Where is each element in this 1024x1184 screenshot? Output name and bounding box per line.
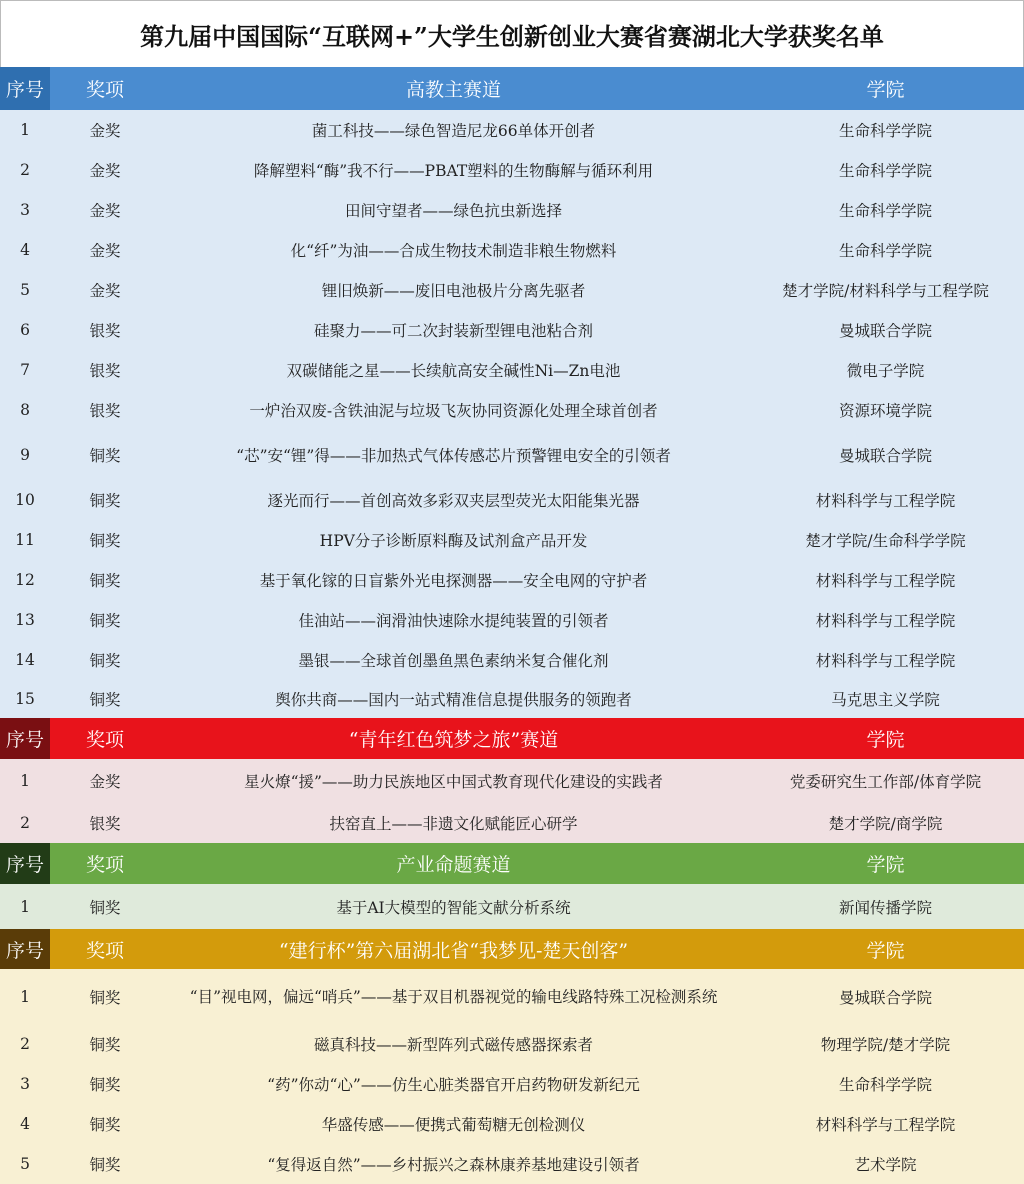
row-project: 华盛传感——便携式葡萄糖无创检测仪 <box>160 1104 747 1144</box>
row-index: 3 <box>0 190 50 230</box>
section-header-ccb-cup <box>0 929 1024 969</box>
row-college: 材料科学与工程学院 <box>747 1104 1024 1144</box>
row-award: 铜奖 <box>50 1024 160 1064</box>
row-college: 生命科学学院 <box>747 230 1024 270</box>
row-project: 磁真科技——新型阵列式磁传感器探索者 <box>160 1024 747 1064</box>
row-award: 铜奖 <box>50 640 160 680</box>
header-award: 奖项 <box>50 843 160 884</box>
row-college: 曼城联合学院 <box>747 430 1024 480</box>
row-project: 化“纤”为油——合成生物技术制造非粮生物燃料 <box>160 230 747 270</box>
header-college: 学院 <box>747 929 1024 969</box>
table-row <box>0 150 1024 190</box>
table-row <box>0 270 1024 310</box>
row-project: 基于氧化镓的日盲紫外光电探测器——安全电网的守护者 <box>160 560 747 600</box>
header-track: “青年红色筑梦之旅”赛道 <box>160 718 747 759</box>
row-college: 楚才学院/商学院 <box>747 802 1024 843</box>
row-project: “复得返自然”——乡村振兴之森林康养基地建设引领者 <box>160 1144 747 1184</box>
row-college: 材料科学与工程学院 <box>747 480 1024 520</box>
row-award: 铜奖 <box>50 680 160 718</box>
table-row <box>0 520 1024 560</box>
row-award: 金奖 <box>50 759 160 802</box>
row-award: 金奖 <box>50 230 160 270</box>
row-college: 艺术学院 <box>747 1144 1024 1184</box>
row-index: 14 <box>0 640 50 680</box>
row-college: 楚才学院/生命科学学院 <box>747 520 1024 560</box>
row-project: 田间守望者——绿色抗虫新选择 <box>160 190 747 230</box>
row-project: 墨银——全球首创墨鱼黑色素纳米复合催化剂 <box>160 640 747 680</box>
row-index: 12 <box>0 560 50 600</box>
row-award: 金奖 <box>50 150 160 190</box>
row-project: 舆你共商——国内一站式精准信息提供服务的领跑者 <box>160 680 747 718</box>
row-project: 星火燎“援”——助力民族地区中国式教育现代化建设的实践者 <box>160 759 747 802</box>
row-college: 党委研究生工作部/体育学院 <box>747 759 1024 802</box>
table-row <box>0 1024 1024 1064</box>
row-index: 2 <box>0 802 50 843</box>
header-college: 学院 <box>747 718 1024 759</box>
row-award: 铜奖 <box>50 480 160 520</box>
row-project: 逐光而行——首创高效多彩双夹层型荧光太阳能集光器 <box>160 480 747 520</box>
header-index: 序号 <box>0 67 50 110</box>
row-award: 银奖 <box>50 350 160 390</box>
header-index: 序号 <box>0 718 50 759</box>
table-row <box>0 480 1024 520</box>
section-header-red-track <box>0 718 1024 759</box>
section-header-industry-track <box>0 843 1024 884</box>
table-row <box>0 560 1024 600</box>
table-row <box>0 884 1024 929</box>
row-project: 双碳储能之星——长续航高安全碱性Ni—Zn电池 <box>160 350 747 390</box>
header-college: 学院 <box>747 843 1024 884</box>
row-index: 6 <box>0 310 50 350</box>
row-project: 佳油站——润滑油快速除水提纯装置的引领者 <box>160 600 747 640</box>
table-row <box>0 680 1024 718</box>
row-award: 金奖 <box>50 110 160 150</box>
table-row <box>0 310 1024 350</box>
table-row <box>0 390 1024 430</box>
row-index: 1 <box>0 110 50 150</box>
section-header-main-track <box>0 67 1024 110</box>
row-award: 铜奖 <box>50 560 160 600</box>
row-college: 生命科学学院 <box>747 1064 1024 1104</box>
row-project: “芯”安“锂”得——非加热式气体传感芯片预警锂电安全的引领者 <box>160 430 747 480</box>
table-row <box>0 350 1024 390</box>
row-college: 资源环境学院 <box>747 390 1024 430</box>
header-college: 学院 <box>747 67 1024 110</box>
row-index: 5 <box>0 1144 50 1184</box>
row-college: 生命科学学院 <box>747 150 1024 190</box>
table-row <box>0 1144 1024 1184</box>
row-college: 材料科学与工程学院 <box>747 640 1024 680</box>
row-project: 基于AI大模型的智能文献分析系统 <box>160 884 747 929</box>
header-award: 奖项 <box>50 718 160 759</box>
row-award: 银奖 <box>50 390 160 430</box>
row-award: 银奖 <box>50 310 160 350</box>
row-project: HPV分子诊断原料酶及试剂盒产品开发 <box>160 520 747 560</box>
table-row <box>0 640 1024 680</box>
row-index: 2 <box>0 150 50 190</box>
row-index: 5 <box>0 270 50 310</box>
row-award: 银奖 <box>50 802 160 843</box>
row-project: 菌工科技——绿色智造尼龙66单体开创者 <box>160 110 747 150</box>
row-college: 马克思主义学院 <box>747 680 1024 718</box>
row-college: 材料科学与工程学院 <box>747 600 1024 640</box>
row-index: 1 <box>0 969 50 1024</box>
row-award: 铜奖 <box>50 520 160 560</box>
header-award: 奖项 <box>50 929 160 969</box>
row-award: 铜奖 <box>50 1064 160 1104</box>
row-college: 物理学院/楚才学院 <box>747 1024 1024 1064</box>
table-row <box>0 110 1024 150</box>
row-project: “目”视电网，偏远“哨兵”——基于双目机器视觉的输电线路特殊工况检测系统 <box>160 969 747 1024</box>
row-college: 曼城联合学院 <box>747 310 1024 350</box>
row-index: 1 <box>0 884 50 929</box>
row-college: 楚才学院/材料科学与工程学院 <box>747 270 1024 310</box>
row-index: 2 <box>0 1024 50 1064</box>
award-table <box>0 67 1024 1184</box>
row-index: 7 <box>0 350 50 390</box>
row-project: 降解塑料“酶”我不行——PBAT塑料的生物酶解与循环利用 <box>160 150 747 190</box>
header-track: 高教主赛道 <box>160 67 747 110</box>
row-award: 铜奖 <box>50 430 160 480</box>
row-college: 生命科学学院 <box>747 110 1024 150</box>
row-award: 铜奖 <box>50 1144 160 1184</box>
table-row <box>0 430 1024 480</box>
row-index: 4 <box>0 230 50 270</box>
row-college: 微电子学院 <box>747 350 1024 390</box>
header-track: 产业命题赛道 <box>160 843 747 884</box>
row-index: 15 <box>0 680 50 718</box>
header-award: 奖项 <box>50 67 160 110</box>
row-college: 材料科学与工程学院 <box>747 560 1024 600</box>
table-row <box>0 969 1024 1024</box>
row-award: 铜奖 <box>50 884 160 929</box>
row-college: 曼城联合学院 <box>747 969 1024 1024</box>
row-college: 新闻传播学院 <box>747 884 1024 929</box>
row-index: 10 <box>0 480 50 520</box>
row-index: 11 <box>0 520 50 560</box>
row-project: 扶窑直上——非遗文化赋能匠心研学 <box>160 802 747 843</box>
table-row <box>0 600 1024 640</box>
table-row <box>0 230 1024 270</box>
page-title: 第九届中国国际“互联网+”大学生创新创业大赛省赛湖北大学获奖名单 <box>0 0 1024 67</box>
row-index: 4 <box>0 1104 50 1144</box>
table-row <box>0 1064 1024 1104</box>
row-college: 生命科学学院 <box>747 190 1024 230</box>
header-track: “建行杯”第六届湖北省“我梦见-楚天创客” <box>160 929 747 969</box>
row-index: 1 <box>0 759 50 802</box>
header-index: 序号 <box>0 843 50 884</box>
row-index: 3 <box>0 1064 50 1104</box>
table-row <box>0 759 1024 802</box>
row-project: 硅聚力——可二次封装新型锂电池粘合剂 <box>160 310 747 350</box>
row-award: 金奖 <box>50 270 160 310</box>
row-index: 13 <box>0 600 50 640</box>
row-index: 9 <box>0 430 50 480</box>
table-row <box>0 190 1024 230</box>
row-award: 铜奖 <box>50 969 160 1024</box>
row-project: “药”你动“心”——仿生心脏类器官开启药物研发新纪元 <box>160 1064 747 1104</box>
row-award: 铜奖 <box>50 1104 160 1144</box>
row-index: 8 <box>0 390 50 430</box>
table-row <box>0 802 1024 843</box>
row-project: 一炉治双废-含铁油泥与垃圾飞灰协同资源化处理全球首创者 <box>160 390 747 430</box>
row-project: 锂旧焕新——废旧电池极片分离先驱者 <box>160 270 747 310</box>
row-award: 铜奖 <box>50 600 160 640</box>
table-row <box>0 1104 1024 1144</box>
row-award: 金奖 <box>50 190 160 230</box>
header-index: 序号 <box>0 929 50 969</box>
